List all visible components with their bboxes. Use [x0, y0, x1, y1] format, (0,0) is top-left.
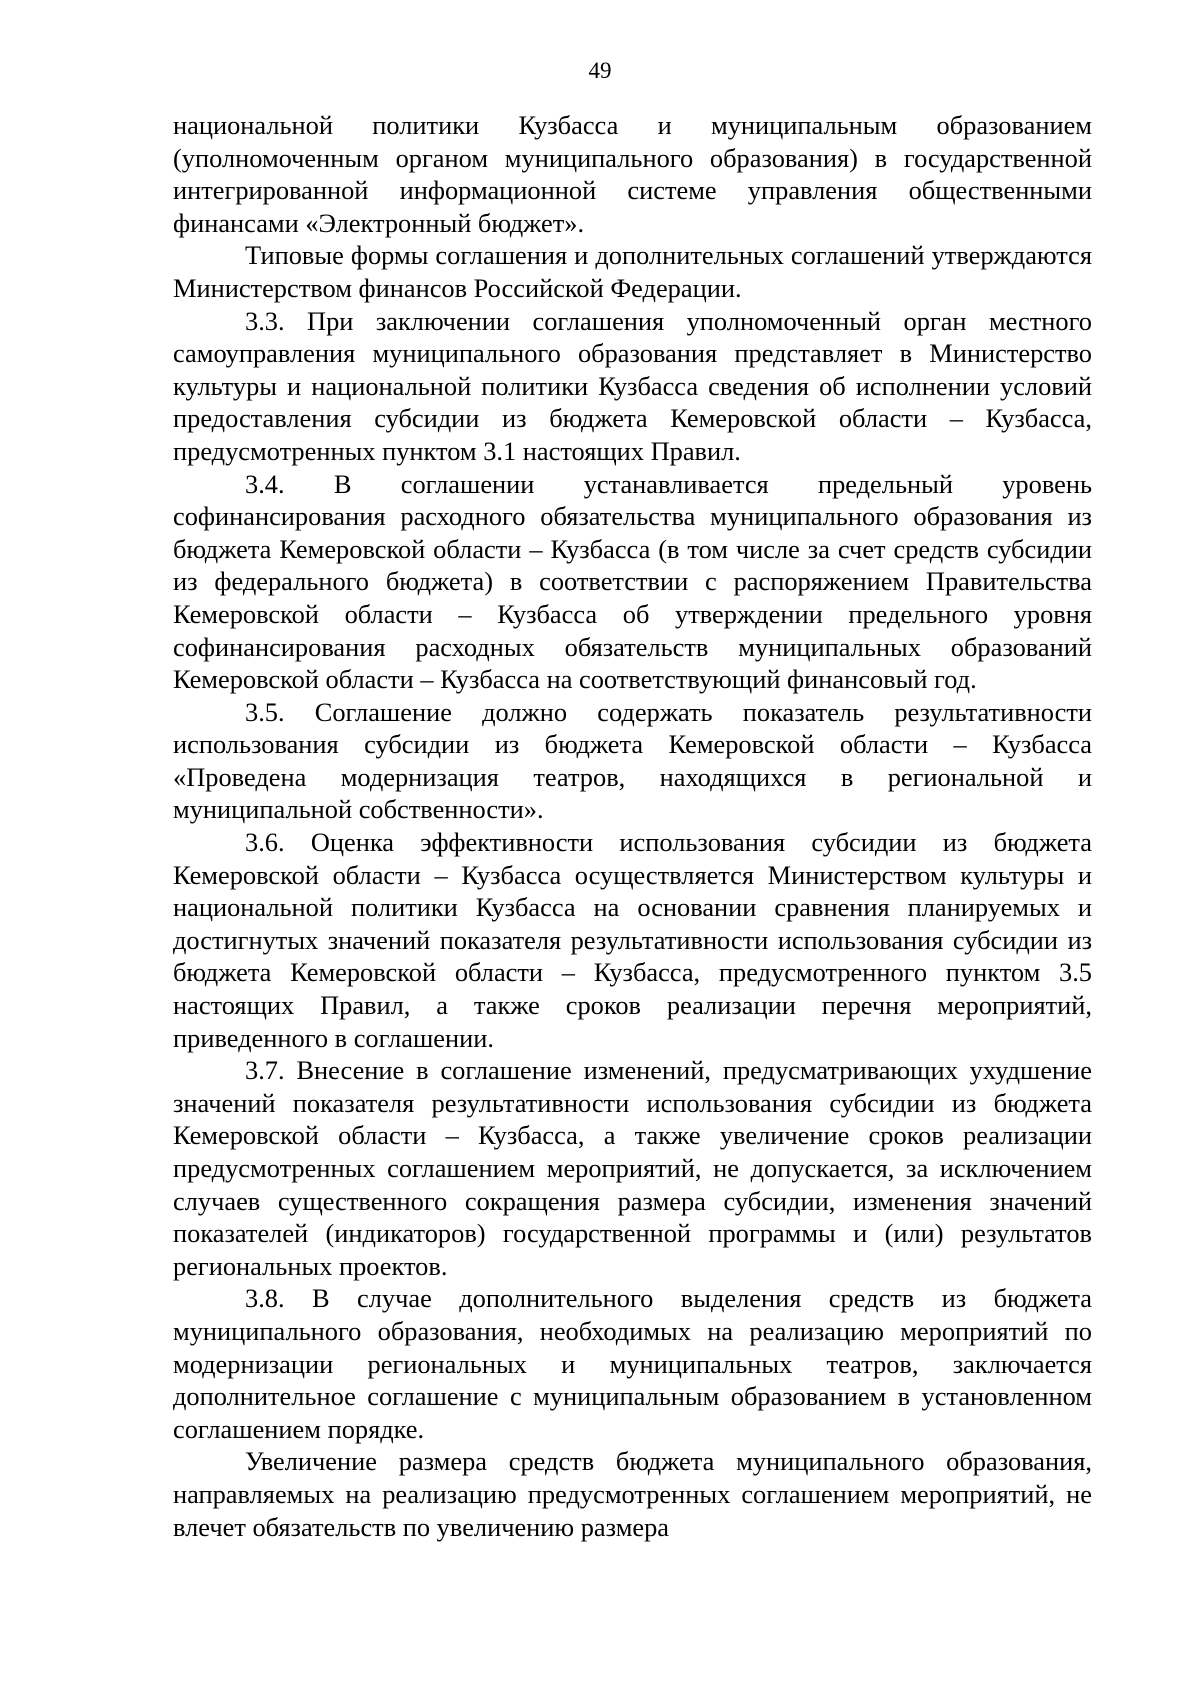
paragraph-3-3: 3.3. При заключении соглашения уполномоченный орган местного самоуправления муниципального образования представляет в Министерство культуры и национальной политики Кузбасса сведения об исполнении условий предоставления субсидии из бюджета Кемеровской области – Кузбасса, предусмотренных пунктом 3.1 настоящих Правил.: [173, 305, 1092, 466]
page-number: 49: [588, 58, 612, 83]
paragraph-continuation: национальной политики Кузбасса и муниципальным образованием (уполномоченным органом муниципального образования) в государственной интегрированной информационной системе управления общественными финансами «Электронный бюджет».: [173, 110, 1092, 238]
paragraph-3-6: 3.6. Оценка эффективности использования субсидии из бюджета Кемеровской области – Кузбасса осуществляется Министерством культуры и национальной политики Кузбасса на основании сравнения планируемых и достигнутых значений показателя результативности использования субсидии из бюджета Кемеровской области – Кузбасса, предусмотренного пунктом 3.5 настоящих Правил, а также сроков реализации перечня мероприятий, приведенного в соглашении.: [173, 827, 1092, 1053]
paragraph-typical-forms: Типовые формы соглашения и дополнительных соглашений утверждаются Министерством финансов Российской Федерации.: [173, 240, 1092, 303]
document-body: [173, 109, 1092, 1543]
paragraph-3-7: 3.7. Внесение в соглашение изменений, предусматривающих ухудшение значений показателя результативности использования субсидии из бюджета Кемеровской области – Кузбасса, а также увеличение сроков реализации предусмотренных соглашением мероприятий, не допускается, за исключением случаев существенного сокращения размера субсидии, изменения значений показателей (индикаторов) государственной программы и (или) результатов региональных проектов.: [173, 1055, 1092, 1281]
paragraph-3-5: 3.5. Соглашение должно содержать показатель результативности использования субсидии из бюджета Кемеровской области – Кузбасса «Проведена модернизация театров, находящихся в региональной и муниципальной собственности».: [173, 696, 1092, 825]
paragraph-3-4: 3.4. В соглашении устанавливается предельный уровень софинансирования расходного обязательства муниципального образования из бюджета Кемеровской области – Кузбасса (в том числе за счет средств субсидии из федерального бюджета) в соответствии с распоряжением Правительства Кемеровской области – Кузбасса об утверждении предельного уровня софинансирования расходных обязательств муниципальных образований Кемеровской области – Кузбасса на соответствующий финансовый год.: [173, 468, 1092, 695]
paragraph-3-8: 3.8. В случае дополнительного выделения средств из бюджета муниципального образования, необходимых на реализацию мероприятий по модернизации региональных и муниципальных театров, заключается дополнительное соглашение с муниципальным образованием в установленном соглашением порядке.: [173, 1283, 1092, 1444]
paragraph-budget-increase: Увеличение размера средств бюджета муниципального образования, направляемых на реализацию предусмотренных соглашением мероприятий, не влечет обязательств по увеличению размера: [173, 1446, 1092, 1542]
